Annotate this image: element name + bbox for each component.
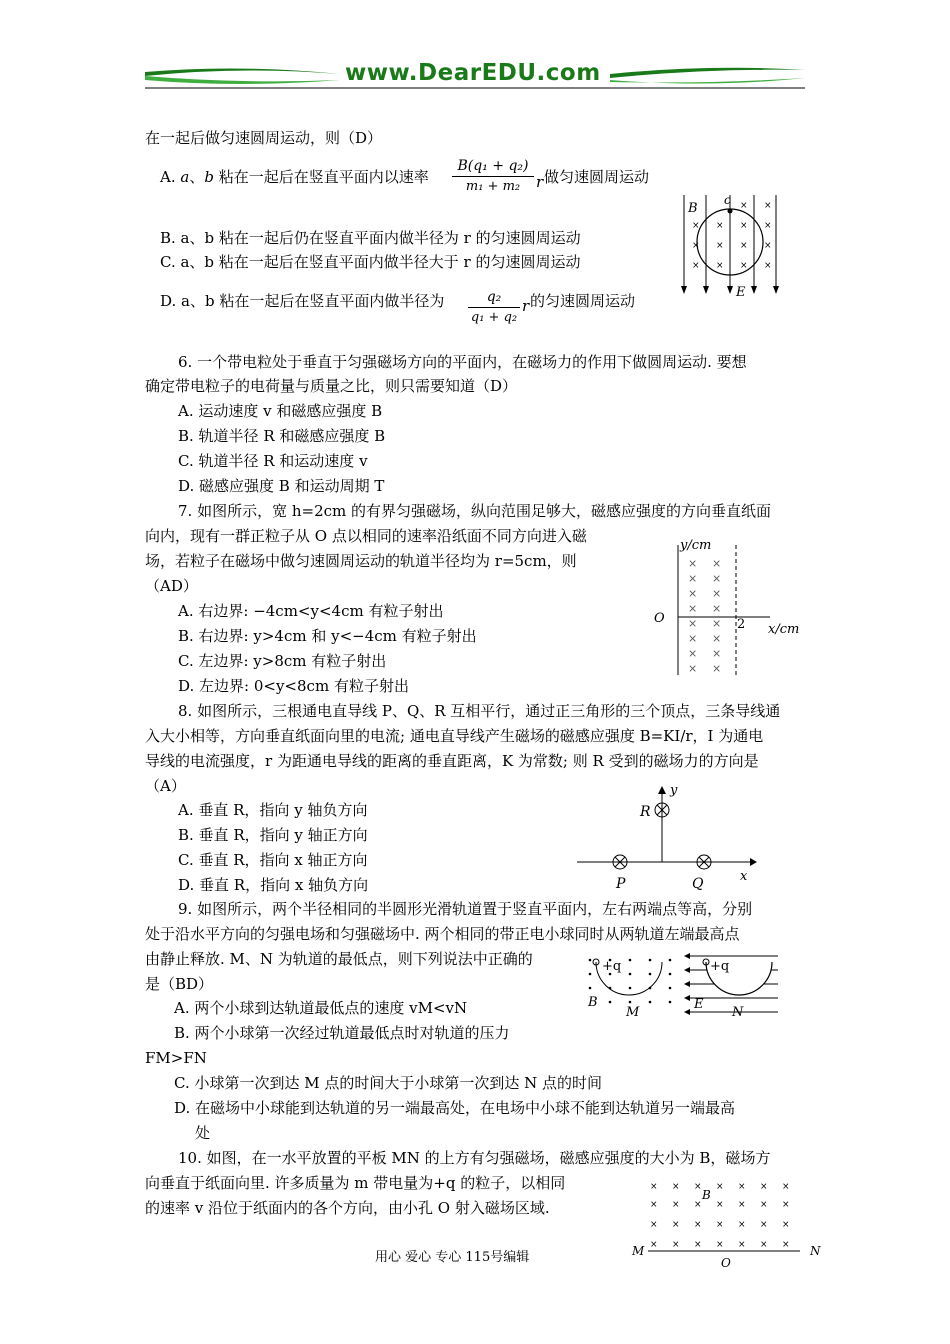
q5-fraction-d: q₂ q₁ + q₂ [468,288,520,327]
q8-stem-1: 8. 如图所示，三根通电直导线 P、Q、R 互相平行，通过正三角形的三个顶点，三条导线通 [178,702,781,720]
q5-fig-b-label: B [688,201,698,216]
q10-stem-2: 向垂直于纸面向里. 许多质量为 m 带电量为+q 的粒子，以相同 [145,1174,566,1192]
svg-text:×: × [688,572,698,585]
svg-text:×: × [688,617,698,630]
q6-stem-1: 6. 一个带电粒处于垂直于匀强磁场方向的平面内，在磁场力的作用下做圆周运动. 要想 [178,353,747,371]
q9-fig-b-label: B [588,995,598,1010]
svg-text:×: × [738,1240,746,1250]
svg-text:×: × [738,1200,746,1210]
svg-text:×: × [712,572,722,585]
svg-text:×: × [764,241,772,251]
svg-text:×: × [688,632,698,645]
svg-text:×: × [712,602,722,615]
svg-text:×: × [740,241,748,251]
q10-stem-3: 的速率 v 沿位于纸面内的各个方向，由小孔 O 射入磁场区域. [145,1199,550,1217]
q9-fig-m-label: M [626,1005,640,1020]
q7-option-c: C. 左边界: y>8cm 有粒子射出 [178,652,387,670]
svg-text:×: × [716,241,724,251]
svg-text:×: × [712,587,722,600]
svg-text:×: × [760,1182,768,1192]
q10-fig-o-label: O [721,1256,731,1270]
svg-text:×: × [716,1182,724,1192]
svg-text:×: × [672,1182,680,1192]
q9-stem-4: 是（BD） [145,975,214,993]
q10-fig-b-label: B [702,1188,711,1202]
svg-text:×: × [692,221,700,231]
q8-fig-p-label: P [616,876,626,892]
q8-stem-4: （A） [145,777,186,795]
svg-text:×: × [688,602,698,615]
q8-stem-3: 导线的电流强度，r 为距通电导线的距离的垂直距离，K 为常数; 则 R 受到的磁场力的方向是 [145,752,759,770]
svg-text:×: × [782,1200,790,1210]
svg-text:×: × [764,221,772,231]
svg-text:×: × [650,1220,658,1230]
q5-option-d-tail: 的匀速圆周运动 [530,292,636,310]
intro-line: 在一起后做匀速圆周运动，则（D） [145,129,383,147]
q8-option-c: C. 垂直 R，指向 x 轴正方向 [178,851,368,869]
q8-fig-q-label: Q [692,876,704,892]
q6-option-c: C. 轨道半径 R 和运动速度 v [178,452,368,470]
q8-stem-2: 入大小相等，方向垂直纸面向里的电流; 通电直导线产生磁场的磁感应强度 B=KI/r，I 为通电 [145,727,764,745]
q9-stem-2: 处于沿水平方向的匀强电场和匀强磁场中. 两个相同的带正电小球同时从两轨道左端最高点 [145,925,740,943]
svg-text:×: × [694,1200,702,1210]
page-footer: 用心 爱心 专心 115号编辑 [375,1250,530,1265]
q5-option-c: C. a、b 粘在一起后在竖直平面内做半径大于 r 的匀速圆周运动 [160,253,581,271]
svg-text:×: × [764,201,772,211]
q10-fig-n-label: N [810,1244,821,1258]
q7-option-d: D. 左边界: 0<y<8cm 有粒子射出 [178,677,409,695]
svg-text:×: × [764,261,772,271]
q9-option-d-2: 处 [195,1124,211,1142]
svg-text:×: × [694,1220,702,1230]
svg-text:×: × [712,557,722,570]
q7-stem-2: 向内，现有一群正粒子从 O 点以相同的速率沿纸面不同方向进入磁 [145,527,587,545]
q5-r-a: r [536,173,544,191]
svg-text:×: × [712,662,722,675]
q9-fig-q2-label: +q [710,959,730,974]
svg-text:×: × [672,1220,680,1230]
q5-fig-e-label: E [736,285,746,300]
q7-option-b: B. 右边界: y>4cm 和 y<−4cm 有粒子射出 [178,627,477,645]
svg-text:×: × [650,1240,658,1250]
svg-text:×: × [688,557,698,570]
q7-fig-x-label: x/cm [768,622,800,637]
q8-fig-r-label: R [640,804,651,820]
q5-option-b: B. a、b 粘在一起后仍在竖直平面内做半径为 r 的匀速圆周运动 [160,229,581,247]
q10-figure [630,1175,825,1270]
q5-fraction-a: B(q₁ + q₂) m₁ + m₂ [452,157,534,196]
svg-text:×: × [712,632,722,645]
svg-text:×: × [688,587,698,600]
svg-text:×: × [760,1240,768,1250]
svg-text:×: × [688,662,698,675]
q9-option-c: C. 小球第一次到达 M 点的时间大于小球第一次到达 N 点的时间 [174,1074,603,1092]
q9-fig-q1-label: +q [602,959,622,974]
q9-option-b-2: FM>FN [145,1049,207,1067]
q9-option-d-1: D. 在磁场中小球能到达轨道的另一端最高处，在电场中小球不能到达轨道另一端最高 [174,1099,736,1117]
site-name: www.DearEDU.com [345,60,601,86]
svg-text:×: × [782,1182,790,1192]
svg-text:×: × [760,1220,768,1230]
svg-text:×: × [650,1200,658,1210]
svg-text:×: × [672,1240,680,1250]
q5-figure [678,190,788,300]
q5-option-a-tail: 做匀速圆周运动 [544,168,650,186]
q7-fig-y-label: y/cm [680,538,712,553]
q7-option-a: A. 右边界: −4cm<y<4cm 有粒子射出 [178,602,444,620]
svg-text:×: × [716,1240,724,1250]
q9-figure [582,950,787,1022]
svg-text:×: × [692,241,700,251]
svg-text:×: × [738,1182,746,1192]
q9-stem-3: 由静止释放. M、N 为轨道的最低点，则下列说法中正确的 [145,950,533,968]
q6-option-d: D. 磁感应强度 B 和运动周期 T [178,477,385,495]
q6-option-a: A. 运动速度 v 和磁感应强度 B [178,402,383,420]
q10-fig-m-label: M [632,1244,645,1258]
q8-figure [572,782,757,894]
svg-text:×: × [694,1240,702,1250]
q5-r-d: r [522,297,530,315]
svg-text:×: × [672,1200,680,1210]
svg-text:×: × [716,221,724,231]
svg-text:×: × [716,1200,724,1210]
q5-option-d: D. a、b 粘在一起后在竖直平面内做半径为 [160,292,445,310]
svg-text:×: × [740,221,748,231]
q7-fig-o-label: O [654,611,665,626]
q7-stem-1: 7. 如图所示，宽 h=2cm 的有界匀强磁场，纵向范围足够大，磁感应强度的方向垂直纸面 [178,502,772,520]
svg-text:×: × [740,261,748,271]
svg-text:×: × [760,1200,768,1210]
q7-fig-2-label: 2 [737,617,746,632]
q7-stem-3: 场，若粒子在磁场中做匀速圆周运动的轨道半径均为 r=5cm，则 [145,552,577,570]
q5-fig-c-label: c [724,193,731,207]
svg-text:×: × [692,261,700,271]
q6-stem-2: 确定带电粒子的电荷量与质量之比，则只需要知道（D） [145,377,518,395]
svg-text:×: × [650,1182,658,1192]
q10-stem-1: 10. 如图，在一水平放置的平板 MN 的上方有匀强磁场，磁感应强度的大小为 B，磁场方 [178,1149,771,1167]
q8-option-d: D. 垂直 R，指向 x 轴负方向 [178,876,369,894]
svg-text:×: × [782,1220,790,1230]
q9-fig-e-label: E [694,997,704,1012]
q8-fig-x-label: x [740,869,748,884]
svg-text:×: × [688,647,698,660]
svg-text:×: × [740,201,748,211]
q9-stem-1: 9. 如图所示，两个半径相同的半圆形光滑轨道置于竖直平面内，左右两端点等高，分别 [178,900,753,918]
svg-text:×: × [712,617,722,630]
q8-fig-y-label: y [670,783,678,798]
svg-text:×: × [712,647,722,660]
q8-option-a: A. 垂直 R，指向 y 轴负方向 [178,801,368,819]
svg-text:×: × [716,261,724,271]
q6-option-b: B. 轨道半径 R 和磁感应强度 B [178,427,386,445]
q9-option-b-1: B. 两个小球第一次经过轨道最低点时对轨道的压力 [174,1024,510,1042]
q9-option-a: A. 两个小球到达轨道最低点的速度 vM<vN [174,999,468,1017]
q7-figure [650,535,810,680]
svg-text:×: × [694,1182,702,1192]
svg-text:×: × [716,1220,724,1230]
q9-fig-n-label: N [732,1005,744,1020]
q5-option-a: A. a、b 粘在一起后在竖直平面内以速率 [160,168,429,186]
q8-option-b: B. 垂直 R，指向 y 轴正方向 [178,826,368,844]
svg-text:×: × [738,1220,746,1230]
q7-stem-4: （AD） [145,577,198,595]
svg-text:×: × [782,1240,790,1250]
